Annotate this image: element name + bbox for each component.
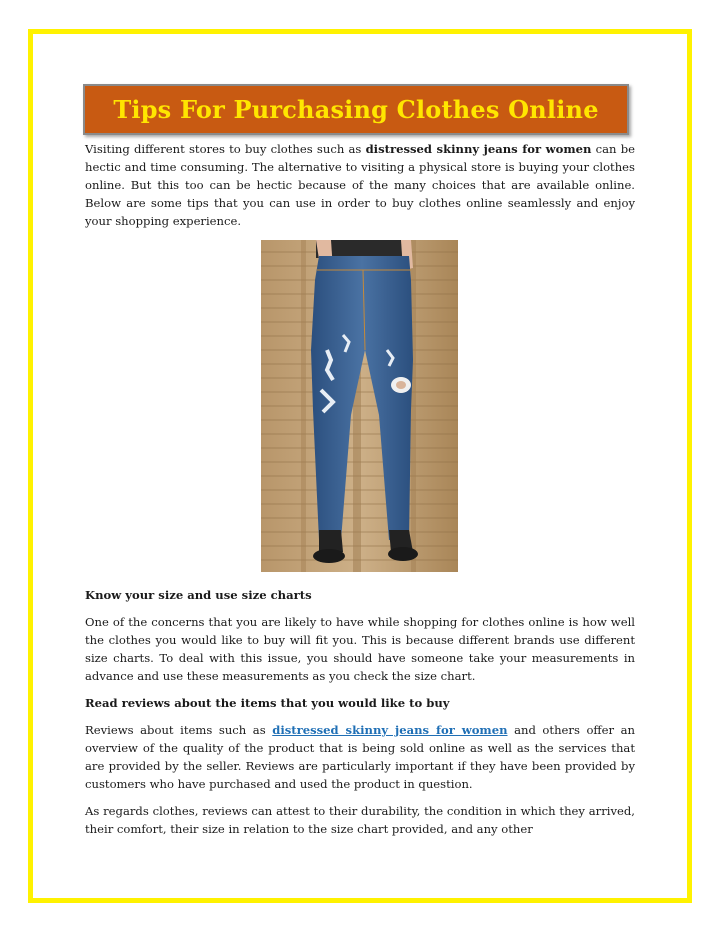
intro-paragraph — [85, 140, 635, 230]
jeans-link[interactable]: distressed skinny jeans for women — [272, 723, 508, 737]
section-heading-size: Know your size and use size charts — [85, 588, 312, 602]
jeans-photo — [261, 240, 458, 572]
page-title: Tips For Purchasing Clothes Online — [113, 95, 599, 124]
title-banner — [83, 84, 629, 135]
section-text-reviews-2: As regards clothes, reviews can attest to their durability, the condition in which they arrived, their comfort, their size in relation to the size chart provided, and any other — [85, 804, 635, 836]
section-text-size: One of the concerns that you are likely to have while shopping for clothes online is how well the clothes you would like to buy will fit you. This is because different brands use different size charts. To deal with this issue, you should have someone take your measurements in advance and use these measurements as you check the size chart. — [85, 615, 635, 683]
reviews-text-end: and others offer an overview of the quality of the product that is being sold online as well as the services that are provided by the seller. Reviews are particularly important if they have been provided by customers who have purchased and used the product in question. — [85, 723, 636, 791]
reviews-text-start: Reviews about items such as — [85, 723, 273, 737]
intro-keyword: distressed skinny jeans for women — [365, 142, 592, 156]
section-text-reviews — [85, 721, 635, 793]
intro-text-start: Visiting different stores to buy clothes such as — [85, 142, 366, 156]
section-heading-reviews: Read reviews about the items that you would like to buy — [85, 696, 450, 710]
intro-text-end: can be hectic and time consuming. The alternative to visiting a physical store is buying your clothes online. But this too can be hectic because of the many choices that are available online. Below are some tips that you can use in order to buy clothes online seamlessly and enjoy your shopping experience. — [85, 142, 636, 228]
article-body — [85, 140, 635, 847]
